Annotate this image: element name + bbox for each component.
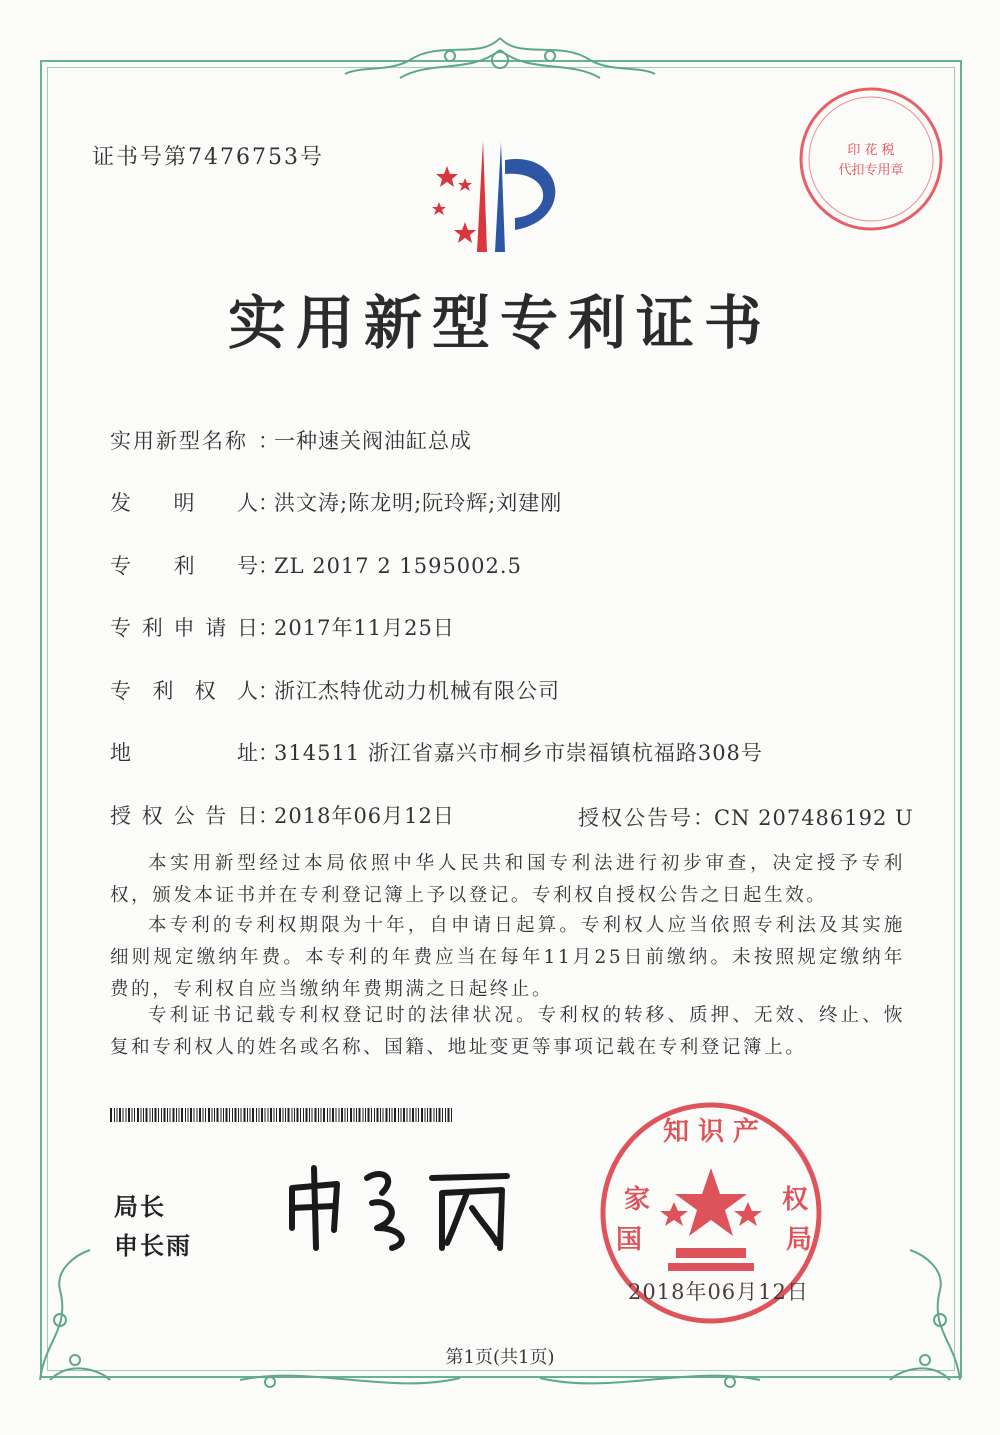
barcode-icon	[110, 1108, 452, 1122]
field-value: CN 207486192 U	[714, 806, 914, 830]
field-application-date: 专利申请日：2017年11月25日	[110, 612, 455, 642]
field-patent-number: 专利号：ZL 2017 2 1595002.5	[110, 550, 522, 580]
paragraph-1: 本实用新型经过本局依照中华人民共和国专利法进行初步审查，决定授予专利权，颁发本证书并在专利登记簿上予以登记。专利权自授权公告之日起生效。	[110, 853, 905, 906]
certificate-title: 实用新型专利证书	[227, 289, 772, 357]
field-announce-date: 授权公告日：2018年06月12日	[110, 800, 455, 830]
field-address: 地址：314511 浙江省嘉兴市桐乡市崇福镇杭福路308号	[110, 737, 763, 767]
svg-text:知 识 产: 知 识 产	[662, 1117, 760, 1147]
field-value: 洪文涛;陈龙明;阮玲辉;刘建刚	[274, 491, 563, 515]
field-value: 浙江杰特优动力机械有限公司	[274, 679, 560, 703]
svg-text:代扣专用章: 代扣专用章	[838, 163, 904, 178]
field-value: 2017年11月25日	[274, 616, 455, 640]
certificate-number: 证书号第7476753号	[92, 145, 324, 170]
field-value: ZL 2017 2 1595002.5	[274, 554, 522, 578]
seal-date: 2018年06月12日	[628, 1280, 809, 1304]
tax-seal-stamp	[796, 84, 946, 234]
field-value: 一种速关阀油缸总成	[274, 429, 472, 453]
svg-text:局: 局	[786, 1225, 813, 1255]
svg-text:印 花 税: 印 花 税	[847, 143, 895, 158]
svg-text:权: 权	[782, 1185, 809, 1215]
page-footer: 第1页(共1页)	[445, 1347, 555, 1368]
field-label: 地址	[110, 741, 258, 765]
field-label: 实用新型名称	[110, 429, 248, 453]
field-label: 授权公告号	[578, 806, 693, 830]
field-patent-owner: 专利权人：浙江杰特优动力机械有限公司	[110, 675, 560, 705]
field-label: 专利权人	[110, 679, 258, 703]
director-title: 局长	[114, 1193, 166, 1221]
paragraph-3: 专利证书记载专利权登记时的法律状况。专利权的转移、质押、无效、终止、恢复和专利权人的姓名或名称、国籍、地址变更等事项记载在专利登记簿上。	[110, 1005, 905, 1058]
field-value: 314511 浙江省嘉兴市桐乡市崇福镇杭福路308号	[274, 741, 763, 765]
field-utility-model-name: 实用新型名称 ：一种速关阀油缸总成	[110, 425, 472, 455]
field-label: 发明人	[110, 491, 258, 515]
field-inventor: 发明人：洪文涛;陈龙明;阮玲辉;刘建刚	[110, 487, 562, 517]
top-ornament-icon	[340, 30, 660, 90]
patent-office-logo-icon	[425, 130, 585, 260]
field-label: 专利号	[110, 554, 258, 578]
svg-text:家: 家	[624, 1185, 651, 1215]
field-label: 专利申请日	[110, 616, 258, 640]
handwritten-signature-icon	[282, 1148, 522, 1258]
field-label: 授权公告日	[110, 804, 258, 828]
paragraph-2: 本专利的专利权期限为十年，自申请日起算。专利权人应当依照专利法及其实施细则规定缴纳年费。本专利的年费应当在每年11月25日前缴纳。未按照规定缴纳年费的，专利权自应当缴纳年费期满之日起终止。	[110, 915, 905, 1000]
svg-text:国: 国	[616, 1225, 643, 1255]
director-name: 申长雨	[114, 1232, 192, 1260]
field-value: 2018年06月12日	[274, 804, 455, 828]
field-announce-number: 授权公告号：CN 207486192 U	[578, 806, 914, 830]
